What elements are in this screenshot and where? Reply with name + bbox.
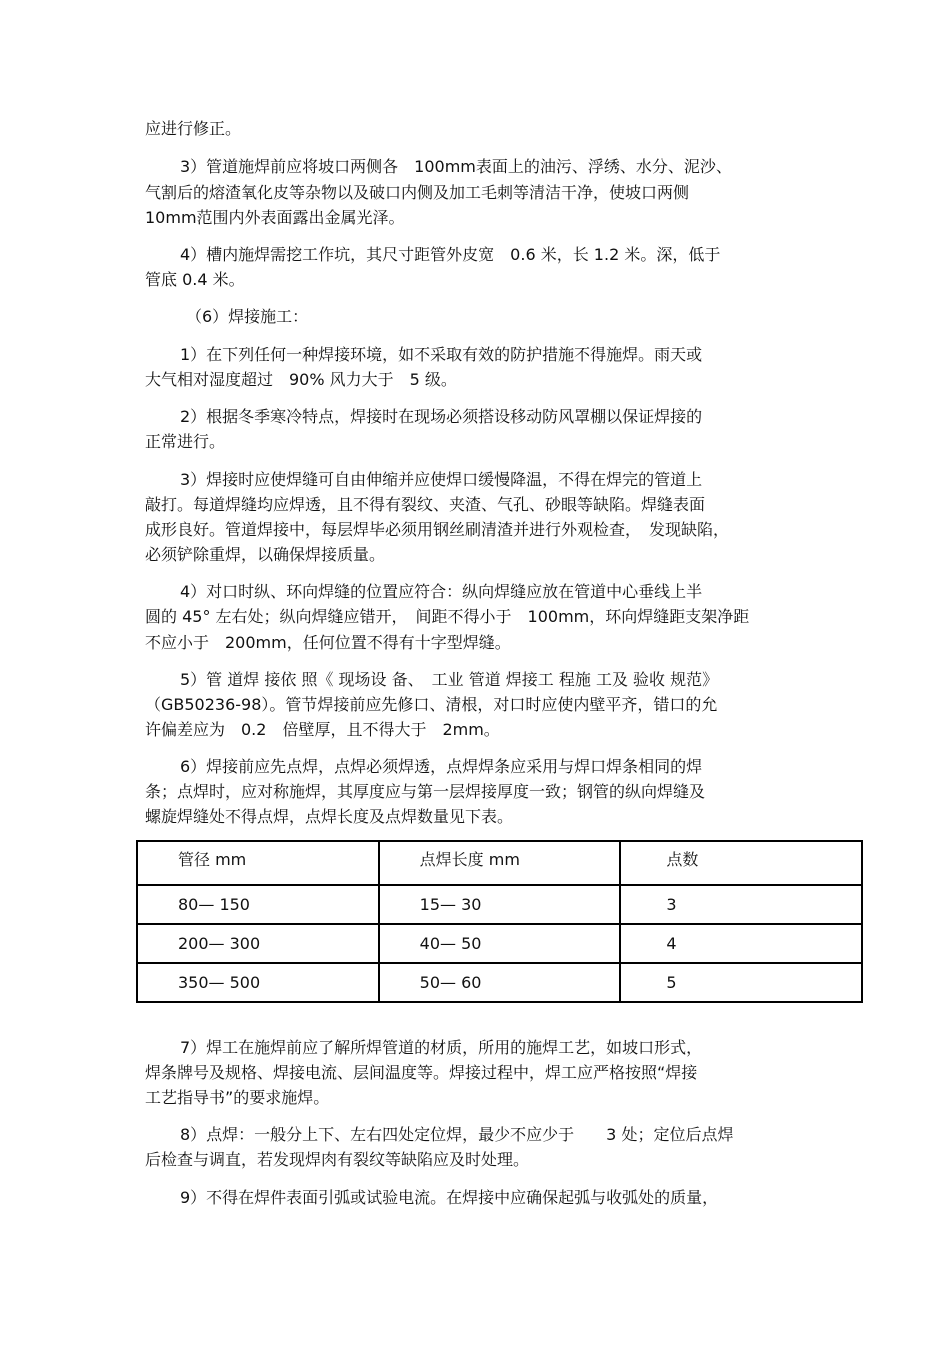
text-line: 应进行修正。	[145, 119, 242, 138]
text-line: 1）在下列任何一种焊接环境，如不采取有效的防护措施不得施焊。雨天或	[180, 345, 703, 364]
table-row	[137, 924, 862, 963]
table-cell: 40— 50	[379, 924, 621, 963]
text-line: 9）不得在焊件表面引弧或试验电流。在焊接中应确保起弧与收弧处的质量，	[180, 1188, 719, 1207]
text-line: 4）槽内施焊需挖工作坑，其尺寸距管外皮宽 0.6 米，长 1.2 米。深，低于	[180, 245, 721, 264]
table-header-cell: 管径 mm	[137, 841, 379, 885]
table-cell: 15— 30	[379, 885, 621, 924]
table-header-row	[137, 841, 862, 885]
text-line: 必须铲除重焊，以确保焊接质量。	[145, 545, 386, 564]
section-heading: （6）焊接施工：	[186, 307, 309, 326]
table-cell: 350— 500	[137, 963, 379, 1002]
text-line: 条；点焊时，应对称施焊，其厚度应与第一层焊接厚度一致；钢管的纵向焊缝及	[145, 782, 706, 801]
text-line: 气割后的熔渣氧化皮等杂物以及破口内侧及加工毛刺等清洁干净，使坡口两侧	[145, 183, 690, 202]
table-cell: 4	[620, 924, 862, 963]
text-line: 焊条牌号及规格、焊接电流、层间温度等。焊接过程中，焊工应严格按照“焊接	[145, 1063, 698, 1082]
text-line: 不应小于 200mm，任何位置不得有十字型焊缝。	[145, 633, 511, 652]
text-line: 8）点焊：一般分上下、左右四处定位焊，最少不应少于 3 处；定位后点焊	[180, 1125, 734, 1144]
table-header-cell: 点数	[620, 841, 862, 885]
text-line: 5）管 道焊 接依 照《 现场设 备、 工业 管道 焊接工 程施 工及 验收 规范》	[180, 670, 719, 689]
text-line: （GB50236-98）。管节焊接前应先修口、清根，对口时应使内壁平齐，错口的允	[145, 695, 718, 714]
table-cell: 80— 150	[137, 885, 379, 924]
spot-weld-table	[136, 840, 863, 1003]
text-line: 圆的 45° 左右处；纵向焊缝应错开， 间距不得小于 100mm，环向焊缝距支架净距	[145, 607, 750, 626]
text-line: 成形良好。管道焊接中，每层焊毕必须用钢丝刷清渣并进行外观检查， 发现缺陷，	[145, 520, 730, 539]
table-cell: 5	[620, 963, 862, 1002]
text-line: 正常进行。	[145, 432, 226, 451]
text-line: 管底 0.4 米。	[145, 270, 245, 289]
table-cell: 50— 60	[379, 963, 621, 1002]
table-cell: 200— 300	[137, 924, 379, 963]
table-row	[137, 885, 862, 924]
table-row	[137, 963, 862, 1002]
text-line: 3）焊接时应使焊缝可自由伸缩并应使焊口缓慢降温，不得在焊完的管道上	[180, 470, 703, 489]
text-line: 许偏差应为 0.2 倍壁厚，且不得大于 2mm。	[145, 720, 500, 739]
table-header-cell: 点焊长度 mm	[379, 841, 621, 885]
text-line: 6）焊接前应先点焊，点焊必须焊透，点焊焊条应采用与焊口焊条相同的焊	[180, 757, 703, 776]
text-line: 螺旋焊缝处不得点焊，点焊长度及点焊数量见下表。	[145, 807, 514, 826]
text-line: 4）对口时纵、环向焊缝的位置应符合：纵向焊缝应放在管道中心垂线上半	[180, 582, 703, 601]
text-line: 10mm范围内外表面露出金属光泽。	[145, 208, 405, 227]
text-line: 后检查与调直，若发现焊肉有裂纹等缺陷应及时处理。	[145, 1150, 530, 1169]
text-line: 大气相对湿度超过 90% 风力大于 5 级。	[145, 370, 457, 389]
table-cell: 3	[620, 885, 862, 924]
text-line: 2）根据冬季寒冷特点，焊接时在现场必须搭设移动防风罩棚以保证焊接的	[180, 407, 703, 426]
text-line: 3）管道施焊前应将坡口两侧各 100mm表面上的油污、浮绣、水分、泥沙、	[180, 157, 732, 176]
text-line: 敲打。每道焊缝均应焊透，且不得有裂纹、夹渣、气孔、砂眼等缺陷。焊缝表面	[145, 495, 706, 514]
text-line: 工艺指导书”的要求施焊。	[145, 1088, 330, 1107]
text-line: 7）焊工在施焊前应了解所焊管道的材质，所用的施焊工艺，如坡口形式，	[180, 1038, 703, 1057]
